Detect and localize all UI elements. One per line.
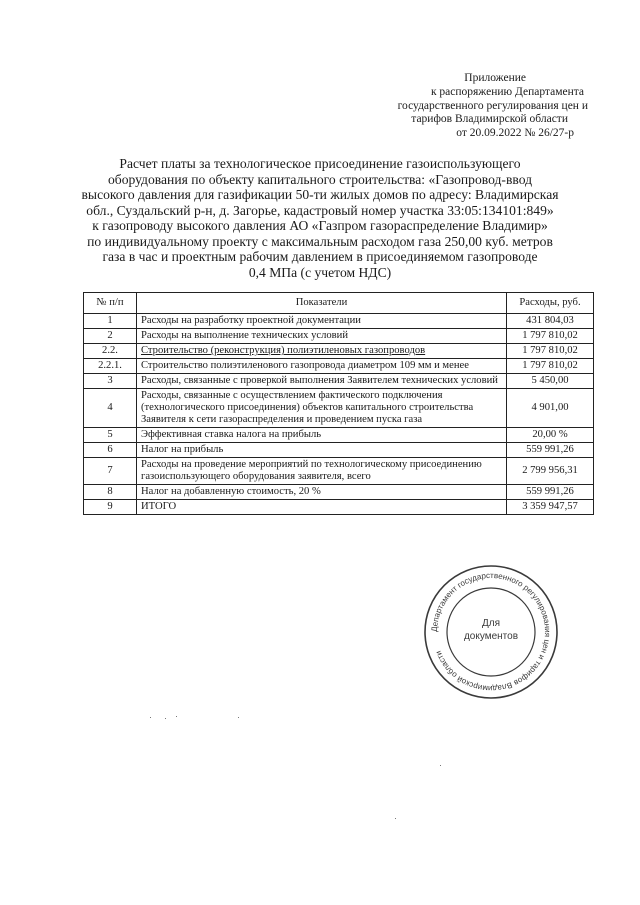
table-row	[84, 329, 594, 344]
table-row	[84, 389, 594, 428]
row-cost: 2 799 956,31	[507, 458, 594, 485]
table-row	[84, 374, 594, 389]
row-number: 3	[84, 374, 137, 389]
header-cost: Расходы, руб.	[507, 293, 594, 314]
appendix-header	[328, 72, 588, 141]
row-number: 2.2.1.	[84, 359, 137, 374]
table-header-row	[84, 293, 594, 314]
row-cost: 1 797 810,02	[507, 344, 594, 359]
document-title	[72, 156, 568, 280]
row-number: 6	[84, 443, 137, 458]
row-number: 5	[84, 428, 137, 443]
row-indicator: Строительство полиэтиленового газопровода диаметром 109 мм и менее	[137, 359, 507, 374]
title-line: по индивидуальному проекту с максимальным расходом газа 250,00 куб. метров	[87, 233, 553, 249]
row-cost: 559 991,26	[507, 443, 594, 458]
row-number: 2.2.	[84, 344, 137, 359]
row-number: 8	[84, 485, 137, 500]
row-cost: 1 797 810,02	[507, 329, 594, 344]
stamp-center-line2: документов	[463, 631, 519, 642]
row-indicator: Эффективная ставка налога на прибыль	[137, 428, 507, 443]
title-line: оборудования по объекту капитального строительства: «Газопровод-ввод	[107, 171, 533, 187]
row-indicator: Строительство (реконструкция) полиэтиленовых газопроводов	[137, 344, 507, 359]
header-number: № п/п	[84, 293, 137, 314]
row-indicator: ИТОГО	[137, 500, 507, 515]
row-cost: 4 901,00	[507, 389, 594, 428]
header-indicator: Показатели	[137, 293, 507, 314]
appendix-line: к распоряжению Департамента	[430, 85, 584, 98]
table-row	[84, 428, 594, 443]
scan-speck	[176, 716, 177, 717]
row-number: 2	[84, 329, 137, 344]
appendix-line: от 20.09.2022 № 26/27-р	[456, 127, 574, 140]
table-row	[84, 314, 594, 329]
table-row	[84, 485, 594, 500]
appendix-line: тарифов Владимирской области	[411, 113, 568, 126]
stamp-ring-text: Департамент государственного регулирования цен и тарифов Владимирской области	[429, 570, 553, 694]
title-line: высокого давления для газификации 50-ти жилых домов по адресу: Владимирская	[81, 187, 559, 202]
scan-speck	[238, 717, 239, 718]
row-indicator: Расходы на выполнение технических условий	[137, 329, 507, 344]
row-number: 1	[84, 314, 137, 329]
row-number: 9	[84, 500, 137, 515]
row-cost: 559 991,26	[507, 485, 594, 500]
scan-speck	[440, 765, 441, 766]
official-stamp	[421, 562, 561, 702]
appendix-line: Приложение	[464, 72, 526, 84]
title-line: газа в час и проектным рабочим давлением в присоединяемом газопроводе	[102, 249, 538, 264]
row-indicator: Расходы, связанные с проверкой выполнения Заявителем технических условий	[137, 374, 507, 389]
row-cost: 5 450,00	[507, 374, 594, 389]
title-line: обл., Суздальский р-н, д. Загорье, кадастровый номер участка 33:05:134101:849»	[86, 202, 554, 218]
table-row	[84, 458, 594, 485]
table-row	[84, 359, 594, 374]
table-row	[84, 500, 594, 515]
title-line: 0,4 МПа (с учетом НДС)	[248, 264, 392, 280]
scan-speck	[165, 718, 166, 719]
row-indicator: Налог на прибыль	[137, 443, 507, 458]
row-indicator: Расходы на разработку проектной документации	[137, 314, 507, 329]
cost-table	[83, 292, 594, 515]
row-indicator: Расходы, связанные с осуществлением фактического подключения (технологического присоединения) объектов капитального строительства Заявителя к сети газораспределения и проведением пуска газа	[137, 389, 507, 428]
row-cost: 1 797 810,02	[507, 359, 594, 374]
scan-speck	[150, 717, 151, 718]
row-number: 4	[84, 389, 137, 428]
row-number: 7	[84, 458, 137, 485]
scan-speck	[395, 818, 396, 819]
row-cost: 3 359 947,57	[507, 500, 594, 515]
table-row	[84, 344, 594, 359]
appendix-line: государственного регулирования цен и	[397, 99, 588, 112]
title-line: Расчет платы за технологическое присоединение газоиспользующего	[119, 156, 521, 171]
stamp-center-line1: Для	[481, 618, 501, 629]
row-cost: 431 804,03	[507, 314, 594, 329]
title-line: к газопроводу высокого давления АО «Газпром газораспределение Владимир»	[92, 218, 548, 233]
row-cost: 20,00 %	[507, 428, 594, 443]
row-indicator: Налог на добавленную стоимость, 20 %	[137, 485, 507, 500]
row-indicator: Расходы на проведение мероприятий по технологическому присоединению газоиспользующего оборудования заявителя, всего	[137, 458, 507, 485]
table-row	[84, 443, 594, 458]
